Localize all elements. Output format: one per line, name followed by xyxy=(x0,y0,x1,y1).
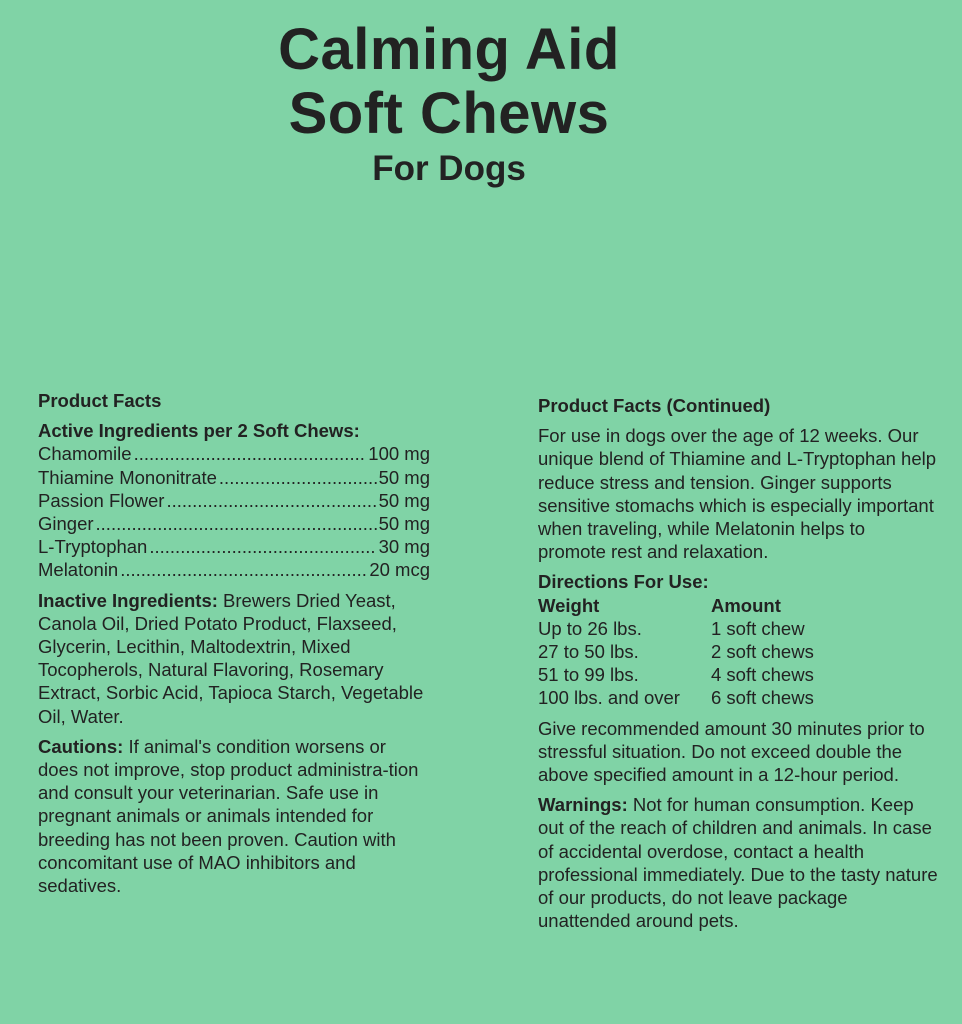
directions-heading: Directions For Use: xyxy=(538,571,709,593)
ingredient-row xyxy=(38,535,430,558)
product-subtitle: For Dogs xyxy=(372,149,526,188)
cautions-section xyxy=(38,735,430,897)
ingredient-row xyxy=(38,466,430,489)
ingredient-amount: 100 mg xyxy=(368,443,430,465)
ingredient-name: Passion Flower xyxy=(38,489,165,511)
active-ingredients-section xyxy=(38,419,430,581)
dosage-column-amount: Amount xyxy=(711,594,781,616)
dot-leader xyxy=(166,489,376,512)
directions-section xyxy=(538,570,938,709)
ingredient-amount: 30 mg xyxy=(378,536,430,558)
dot-leader xyxy=(96,512,377,535)
ingredient-row xyxy=(38,489,430,512)
dot-leader xyxy=(134,442,367,465)
intro-paragraph: For use in dogs over the age of 12 weeks. Our unique blend of Thiamine and L-Tryptophan help reduce stress and tension. Ginger supports sensitive stomachs which is especially important when traveling, while Melatonin helps to promote rest and relaxation. xyxy=(538,425,937,563)
dosage-weight-cell: 27 to 50 lbs. xyxy=(538,641,639,663)
product-title-line-2: Soft Chews xyxy=(288,81,610,146)
inactive-ingredients-text: Brewers Dried Yeast, Canola Oil, Dried Potato Product, Flaxseed, Glycerin, Lecithin, Maltodextrin, Mixed Tocopherols, Natural Flavoring, Rosemary Extract, Sorbic Acid, Tapioca Starch, Vegetable Oil, Water. xyxy=(38,589,424,727)
product-facts-left-column xyxy=(38,389,430,897)
ingredient-name: L-Tryptophan xyxy=(38,536,148,558)
product-title-line-1: Calming Aid xyxy=(278,17,620,82)
dosage-column-weight: Weight xyxy=(538,594,600,616)
product-facts-continued-heading: Product Facts (Continued) xyxy=(538,395,771,416)
dosage-timing-text: Give recommended amount 30 minutes prior to stressful situation. Do not exceed double the above specified amount in a 12-hour period. xyxy=(538,717,925,786)
cautions-label: Cautions: xyxy=(38,735,124,757)
ingredient-amount: 50 mg xyxy=(378,489,430,511)
ingredient-amount: 50 mg xyxy=(378,466,430,488)
inactive-ingredients-section xyxy=(38,589,430,728)
active-ingredients-heading: Active Ingredients per 2 Soft Chews: xyxy=(38,420,360,442)
inactive-ingredients-label: Inactive Ingredients: xyxy=(38,589,218,611)
ingredient-amount: 50 mg xyxy=(378,513,430,535)
dosage-weight-cell: Up to 26 lbs. xyxy=(538,617,642,639)
ingredient-name: Ginger xyxy=(38,513,94,535)
ingredient-row xyxy=(38,442,430,465)
ingredient-name: Melatonin xyxy=(38,559,119,581)
dosage-amount-cell: 2 soft chews xyxy=(711,641,814,663)
dot-leader xyxy=(120,558,367,581)
cautions-text: If animal's condition worsens or does not improve, stop product administra-tion and consult your veterinarian. Safe use in pregnant animals or animals intended for breeding has not been proven. Caution with concomitant use of MAO inhibitors and sedatives. xyxy=(38,735,419,897)
dosage-amount-cell: 4 soft chews xyxy=(711,664,814,686)
ingredient-name: Thiamine Mononitrate xyxy=(38,466,217,488)
ingredient-amount: 20 mcg xyxy=(369,559,430,581)
dosage-weight-cell: 100 lbs. and over xyxy=(538,687,680,709)
dosage-amount-cell: 6 soft chews xyxy=(711,687,814,709)
product-facts-right-column xyxy=(538,394,938,932)
warnings-label: Warnings: xyxy=(538,794,628,816)
dosage-amount-cell: 1 soft chew xyxy=(711,617,805,639)
dot-leader xyxy=(219,466,377,489)
product-title-block xyxy=(0,18,898,190)
product-facts-heading: Product Facts xyxy=(38,390,162,411)
ingredient-row xyxy=(38,512,430,535)
warnings-section xyxy=(538,793,938,932)
warnings-text: Not for human consumption. Keep out of the reach of children and animals. In case of accidental overdose, contact a health professional immediately. Due to the tasty nature of our products, do not leave package unattended around pets. xyxy=(538,794,938,932)
ingredient-name: Chamomile xyxy=(38,443,132,465)
dot-leader xyxy=(149,535,376,558)
dosage-table xyxy=(538,594,938,710)
ingredient-row xyxy=(38,558,430,581)
dosage-weight-cell: 51 to 99 lbs. xyxy=(538,664,639,686)
